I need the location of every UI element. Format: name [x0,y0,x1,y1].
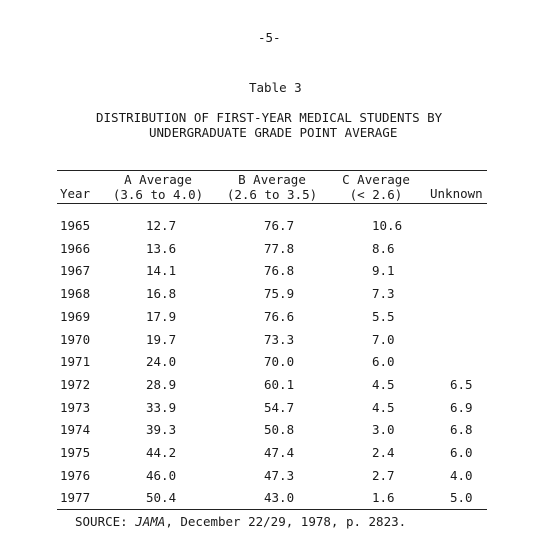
cell-a-average: 17.9 [146,308,177,324]
cell-a-average: 46.0 [146,467,177,483]
cell-c-average: 7.0 [372,331,395,347]
source-journal: JAMA [135,514,166,529]
cell-a-average: 14.1 [146,263,177,279]
cell-a-average: 39.3 [146,422,177,438]
cell-b-average: 76.7 [264,218,295,233]
table-row [0,309,550,329]
cell-a-average: 28.9 [146,376,177,392]
cell-b-average: 76.6 [264,308,295,324]
cell-unknown: 4.0 [450,467,473,483]
cell-year: 1972 [60,376,91,392]
cell-c-average: 4.5 [372,376,395,392]
cell-a-average: 24.0 [146,354,177,370]
cell-c-average: 2.7 [372,467,395,483]
cell-year: 1971 [60,354,91,370]
header-c-line-1: C Average [342,172,410,187]
cell-b-average: 60.1 [264,376,295,392]
cell-a-average: 50.4 [146,490,177,506]
header-a-average [112,172,204,202]
cell-b-average: 76.8 [264,263,295,279]
cell-b-average: 70.0 [264,354,295,370]
table-top-rule [57,170,487,171]
header-b-line-2: (2.6 to 3.5) [226,187,318,202]
cell-year: 1975 [60,445,91,460]
cell-b-average: 75.9 [264,286,295,302]
table-row [0,445,550,465]
cell-unknown: 6.8 [450,422,473,438]
table-row [0,490,550,510]
table-row [0,218,550,238]
table-row [0,332,550,352]
cell-a-average: 12.7 [146,218,177,233]
table-row [0,377,550,397]
cell-c-average: 2.4 [372,445,395,460]
table-header-rule [57,203,487,204]
cell-b-average: 43.0 [264,490,295,506]
cell-c-average: 1.6 [372,490,395,506]
cell-year: 1974 [60,422,91,438]
cell-year: 1973 [60,399,91,415]
table-title-line-1: DISTRIBUTION OF FIRST-YEAR MEDICAL STUDENTS BY [96,110,443,125]
cell-year: 1966 [60,240,91,256]
cell-b-average: 54.7 [264,399,295,415]
cell-year: 1965 [60,218,91,233]
cell-b-average: 50.8 [264,422,295,438]
cell-c-average: 6.0 [372,354,395,370]
table-title-line-2: UNDERGRADUATE GRADE POINT AVERAGE [149,125,398,140]
cell-a-average: 19.7 [146,331,177,347]
cell-b-average: 77.8 [264,240,295,256]
cell-b-average: 47.4 [264,445,295,460]
table-row [0,400,550,420]
cell-unknown: 6.9 [450,399,473,415]
cell-c-average: 10.6 [372,218,403,233]
source-prefix: SOURCE: [75,514,128,529]
table-bottom-rule [57,509,487,510]
cell-c-average: 8.6 [372,240,395,256]
cell-c-average: 4.5 [372,399,395,415]
table-row [0,263,550,283]
cell-year: 1967 [60,263,91,279]
table-row [0,468,550,488]
cell-year: 1968 [60,286,91,302]
cell-a-average: 33.9 [146,399,177,415]
header-a-line-1: A Average [124,172,192,187]
cell-year: 1969 [60,308,91,324]
cell-year: 1977 [60,490,91,506]
cell-a-average: 13.6 [146,240,177,256]
header-a-line-2: (3.6 to 4.0) [112,187,204,202]
cell-a-average: 44.2 [146,445,177,460]
page-number: -5- [258,30,281,45]
source-citation: , December 22/29, 1978, p. 2823. [165,514,407,529]
cell-b-average: 47.3 [264,467,295,483]
cell-b-average: 73.3 [264,331,295,347]
header-b-line-1: B Average [238,172,306,187]
header-year: Year [60,186,91,201]
header-c-line-2: (< 2.6) [349,187,403,202]
cell-unknown: 6.5 [450,376,473,392]
source-note [75,514,406,529]
cell-c-average: 3.0 [372,422,395,438]
cell-c-average: 9.1 [372,263,395,279]
table-row [0,286,550,306]
header-b-average [224,172,320,202]
table-row [0,422,550,442]
table-label: Table 3 [249,80,302,95]
cell-a-average: 16.8 [146,286,177,302]
table-row [0,354,550,374]
table-row [0,241,550,261]
cell-year: 1970 [60,331,91,347]
cell-c-average: 5.5 [372,308,395,324]
header-c-average [336,172,416,202]
header-unknown: Unknown [430,186,483,201]
cell-c-average: 7.3 [372,286,395,302]
cell-unknown: 6.0 [450,445,473,460]
cell-year: 1976 [60,467,91,483]
cell-unknown: 5.0 [450,490,473,506]
